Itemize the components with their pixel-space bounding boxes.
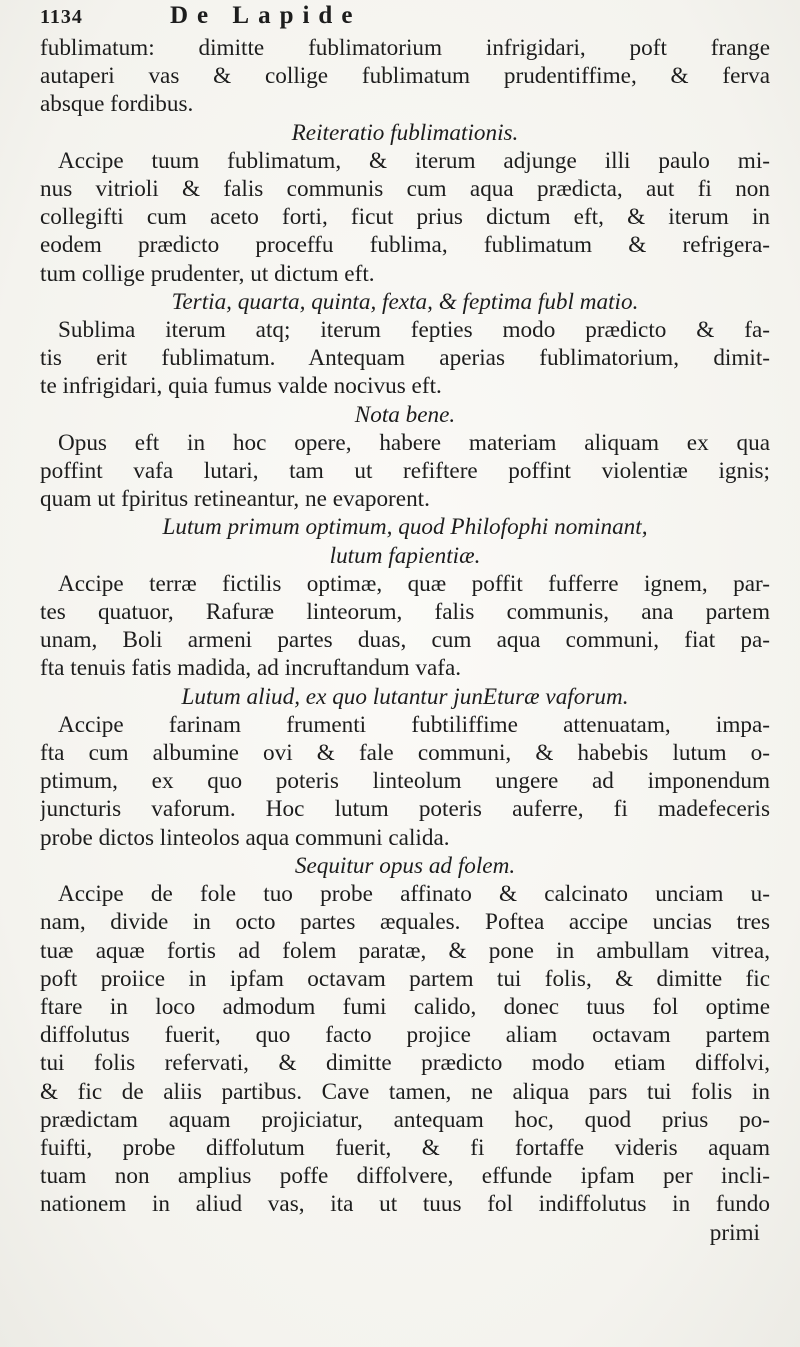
text-line: probe dictos linteolos aqua communi calida. [40,824,450,851]
section-heading: Lutum primum optimum, quod Philofophi nominant, [162,514,648,541]
text-line: ftare in loco admodum fumi calido, donec tuus fol optime [40,993,770,1020]
running-head [40,2,770,34]
text-line: autaperi vas & collige fublimatum prudentiffime, & ferva [40,63,770,90]
text-line: Accipe tuum fublimatum, & iterum adjunge illi paulo mi- [58,147,770,174]
section-heading: Reiteratio fublimationis. [291,119,519,146]
text-line: Opus eft in hoc opere, habere materiam aliquam ex qua [58,429,770,456]
text-line: Accipe de fole tuo probe affinato & calcinato unciam u- [58,881,770,908]
text-line: nus vitrioli & falis communis cum aqua prædicta, aut fi non [40,176,770,203]
text-line: eodem prædicto proceffu fublima, fublimatum & refrigera- [40,232,770,259]
text-line: diffolutus fuerit, quo facto projice aliam octavam partem [40,1022,770,1049]
text-line: ptimum, ex quo poteris linteolum ungere ad imponendum [40,768,770,795]
text-line: unam, Boli armeni partes duas, cum aqua communi, fiat pa- [40,627,770,654]
section-heading: lutum fapientiæ. [329,542,481,569]
text-line: nationem in aliud vas, ita ut tuus fol indiffolutus in fundo [40,1191,770,1218]
text-line: prædictam aquam projiciatur, antequam hoc, quod prius po- [40,1106,770,1133]
text-line: fta cum albumine ovi & fale communi, & habebis lutum o- [40,740,770,767]
text-line: nam, divide in octo partes æquales. Poftea accipe uncias tres [40,909,770,936]
text-line: fublimatum: dimitte fublimatorium infrigidari, poft frange [40,35,770,61]
text-line: tes quatuor, Rafuræ linteorum, falis communis, ana partem [40,599,770,626]
section-heading: Sequitur opus ad folem. [294,852,516,879]
text-line: fuifti, probe diffolutum fuerit, & fi fortaffe videris aquam [40,1134,770,1161]
text-line: tuam non amplius poffe diffolvere, effunde ipfam per incli- [40,1163,770,1190]
catchword: primi [709,1219,760,1246]
section-heading: Nota bene. [354,401,456,428]
text-line: te infrigidari, quia fumus valde nocivus eft. [40,373,442,400]
text-line: tuæ aquæ fortis ad folem paratæ, & pone in ambullam vitrea, [40,937,770,964]
text-line: quam ut fpiritus retineantur, ne evaporent. [40,486,430,513]
text-block [40,34,770,1219]
text-line: tui folis refervati, & dimitte prædicto modo etiam diffolvi, [40,1050,770,1077]
page-number: 1134 [40,6,83,28]
text-line: tis erit fublimatum. Antequam aperias fublimatorium, dimit- [40,345,770,372]
section-heading: Tertia, quarta, quinta, fexta, & feptima fubl matio. [171,288,639,315]
text-line: tum collige prudenter, ut dictum eft. [40,260,375,287]
text-line: juncturis vaforum. Hoc lutum poteris auferre, fi madefeceris [40,796,770,823]
text-line: poft proiice in ipfam octavam partem tui folis, & dimitte fic [40,965,770,992]
section-heading: Lutum aliud, ex quo lutantur junEturæ vaforum. [181,683,629,710]
running-title: De Lapide [170,2,362,29]
text-line: fta tenuis fatis madida, ad incruftandum vafa. [40,655,462,682]
text-line: poffint vafa lutari, tam ut refiftere poffint violentiæ ignis; [40,458,770,485]
text-line: absque fordibus. [40,91,194,118]
text-line: Accipe farinam frumenti fubtiliffime attenuatam, impa- [58,711,770,738]
text-line: collegifti cum aceto forti, ficut prius dictum eft, & iterum in [40,204,770,231]
text-line: & fic de aliis partibus. Cave tamen, ne aliqua pars tui folis in [40,1078,770,1105]
text-line: Accipe terræ fictilis optimæ, quæ poffit fufferre ignem, par- [58,570,770,597]
text-line: Sublima iterum atq; iterum fepties modo prædicto & fa- [58,317,770,344]
